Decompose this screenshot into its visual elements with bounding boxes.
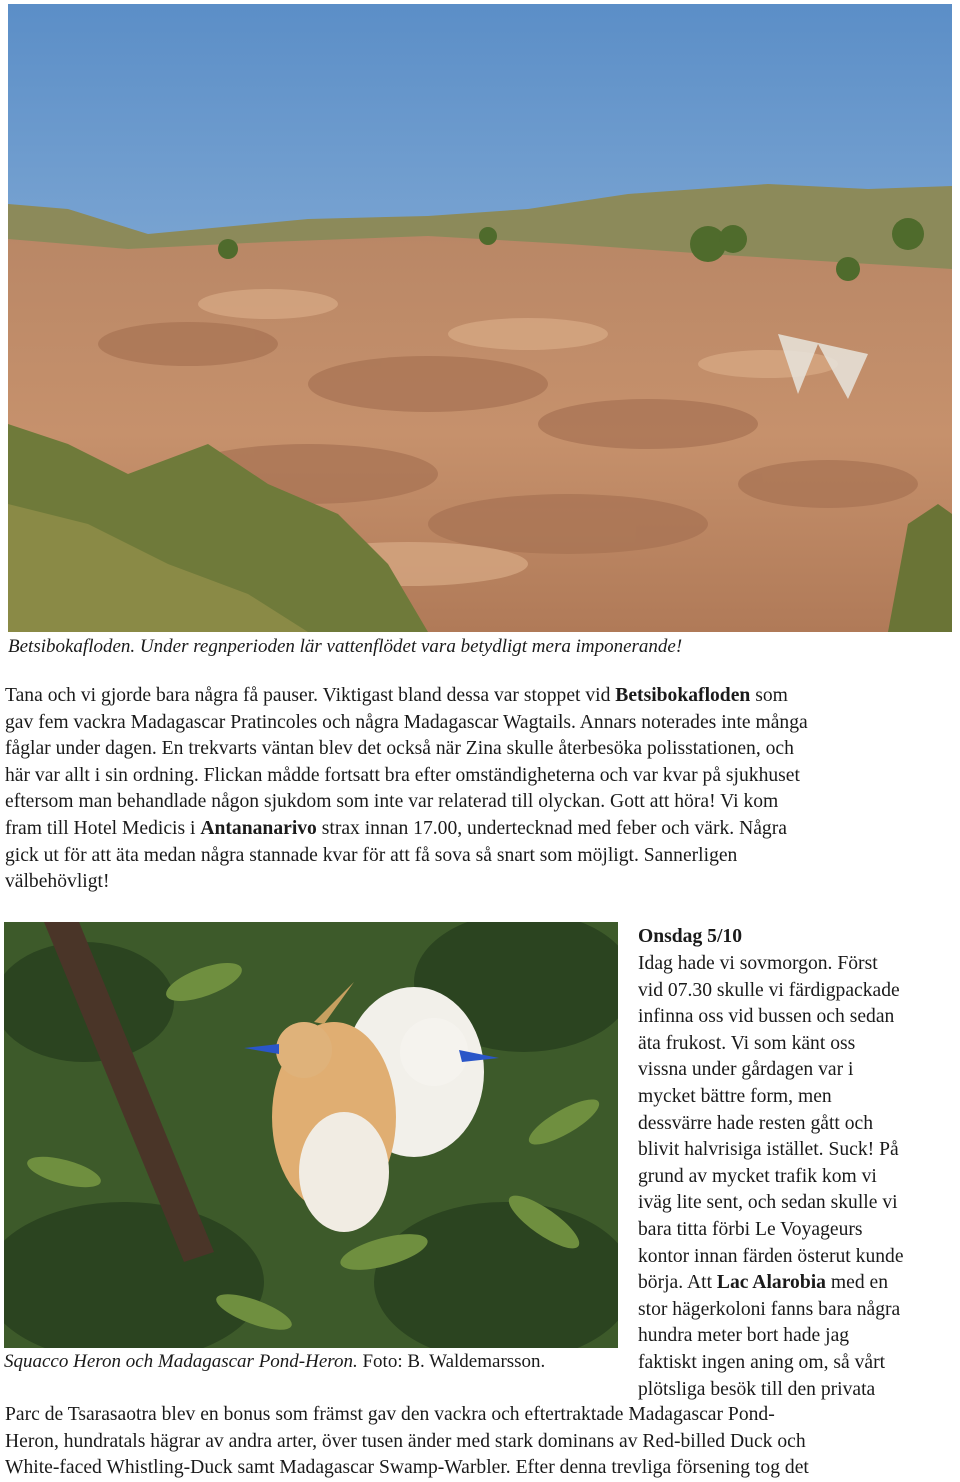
heron-photo <box>4 922 618 1348</box>
bold-place-name: Betsibokafloden <box>615 685 751 706</box>
text-run: gick ut för att äta medan några stannade kvar för att få sova så snart som möjligt. Sannerligen <box>5 844 738 866</box>
text-line <box>5 1429 806 1456</box>
text-run: äta frukost. Vi som känt oss <box>638 1032 856 1054</box>
column-text-line <box>638 1190 898 1217</box>
column-text-line <box>638 978 900 1005</box>
text-run: kontor innan färden österut kunde <box>638 1245 904 1267</box>
text-run: vissna under gårdagen var i <box>638 1059 854 1081</box>
caption-credit: Foto: B. Waldemarsson. <box>357 1351 546 1372</box>
text-run: mycket bättre form, men <box>638 1086 832 1107</box>
text-run: White-faced Whistling-Duck samt Madagascar Swamp-Warbler. Efter denna trevliga försening tog det <box>5 1457 809 1479</box>
text-run: strax innan 17.00, undertecknad med feber och värk. Några <box>316 818 787 839</box>
text-line <box>5 869 109 896</box>
column-text-line <box>638 1004 894 1031</box>
column-text-line <box>638 1217 863 1244</box>
column-text-line <box>638 1031 855 1058</box>
text-run: fåglar under dagen. En trekvarts väntan blev det också när Zina skulle återbesöka polisstationen, och <box>5 738 794 760</box>
column-text-line <box>638 1244 904 1271</box>
column-text-line <box>638 1057 853 1084</box>
text-run: Idag hade vi sovmorgon. Först <box>638 953 878 974</box>
column-text-line <box>638 1270 888 1297</box>
column-text-line <box>638 1297 900 1324</box>
text-line <box>5 816 787 843</box>
text-line <box>5 1455 809 1482</box>
text-run: här var allt i sin ordning. Flickan mådde fortsatt bra efter omständigheterna och var kvar på sjukhuset <box>5 764 800 786</box>
text-run: Heron, hundratals hägrar av andra arter, över tusen änder med stark dominans av Red-billed Duck och <box>5 1430 806 1452</box>
text-run: vid 07.30 skulle vi färdigpackade <box>638 979 900 1001</box>
text-run: hundra meter bort hade jag <box>638 1325 850 1347</box>
bold-place-name: Antananarivo <box>200 818 317 839</box>
text-run: bara titta förbi Le Voyageurs <box>638 1219 863 1240</box>
text-run: välbehövligt! <box>5 871 110 893</box>
column-text-line <box>638 1377 875 1404</box>
column-text-line <box>638 1084 832 1111</box>
text-line <box>5 710 808 737</box>
column-text-line <box>638 1323 849 1350</box>
column-text-line <box>638 951 878 978</box>
text-run: börja. Att <box>638 1272 717 1294</box>
text-run: eftersom man behandlade någon sjukdom som inte var relaterad till olyckan. Gott att höra! Vi kom <box>5 791 779 813</box>
text-run: Parc de Tsarasaotra blev en bonus som främst gav den vackra och eftertraktade Madagascar Pond- <box>5 1404 775 1425</box>
section-heading: Onsdag 5/10 <box>638 926 742 947</box>
text-run: dessvärre hade resten gått och <box>638 1112 874 1134</box>
text-run: stor hägerkoloni fanns bara några <box>638 1298 901 1320</box>
column-text-line <box>638 1350 885 1377</box>
text-line <box>5 763 800 790</box>
photo-caption-river: Betsibokafloden. Under regnperioden lär vattenflödet vara betydligt mera imponerande! <box>8 636 683 657</box>
text-line <box>5 789 778 816</box>
text-line <box>5 1402 775 1429</box>
text-run: Tana och vi gjorde bara några få pauser. Viktigast bland dessa var stoppet vid <box>5 685 616 706</box>
text-run: faktiskt ingen aning om, så vårt <box>638 1352 886 1373</box>
text-run: som <box>750 685 788 706</box>
text-run: gav fem vackra Madagascar Pratincoles och några Madagascar Wagtails. Annars noterades inte många <box>5 711 808 733</box>
river-landscape-photo <box>8 4 952 632</box>
text-run: infinna oss vid bussen och sedan <box>638 1006 895 1028</box>
photo-caption-herons <box>4 1351 545 1373</box>
text-run: plötsliga besök till den privata <box>638 1378 876 1400</box>
text-run: med en <box>825 1272 889 1294</box>
caption-species: Squacco Heron och Madagascar Pond-Heron. <box>4 1351 358 1372</box>
text-line <box>5 843 737 870</box>
text-line <box>5 736 794 763</box>
column-text-line <box>638 1164 877 1191</box>
text-run: fram till Hotel Medicis i <box>5 818 201 839</box>
text-line <box>5 683 788 710</box>
column-text-line <box>638 1137 899 1164</box>
text-run: blivit halvrisiga istället. Suck! På <box>638 1139 899 1161</box>
text-run: grund av mycket trafik kom vi <box>638 1165 877 1187</box>
text-run: iväg lite sent, och sedan skulle vi <box>638 1192 898 1214</box>
column-text-line <box>638 1111 873 1138</box>
bold-place-name: Lac Alarobia <box>716 1272 826 1294</box>
